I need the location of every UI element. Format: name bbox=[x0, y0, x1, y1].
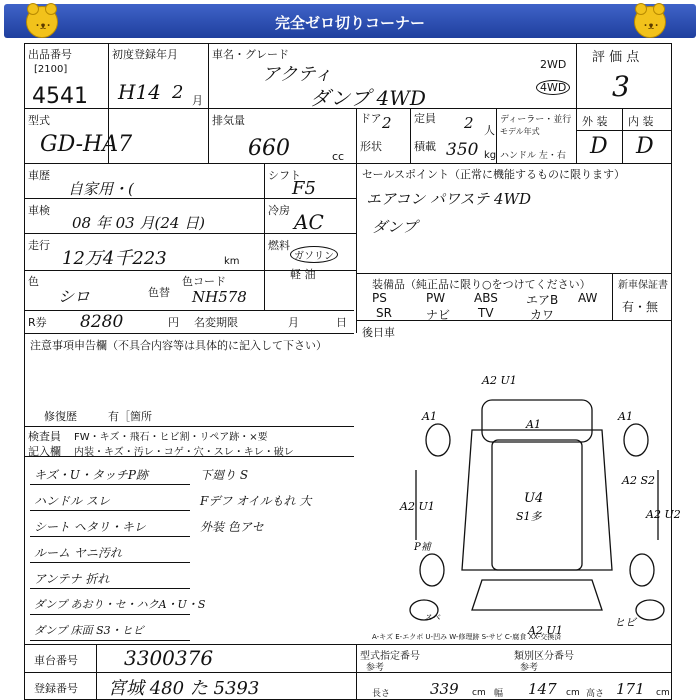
ac-value: AC bbox=[294, 210, 324, 234]
ext-label: 外 装 bbox=[582, 115, 608, 128]
score-label: 評 価 点 bbox=[592, 50, 640, 65]
chassis-label: 車台番号 bbox=[34, 654, 78, 667]
cm-unit: cm bbox=[656, 688, 670, 698]
fuel-diesel: 軽 油 bbox=[290, 268, 316, 281]
shift-value: F5 bbox=[292, 178, 316, 199]
equip-ps: PS bbox=[372, 291, 387, 305]
remark-line: ダンプ あおり・セ・ハクA・U・S bbox=[34, 598, 206, 611]
type-label: 型式指定番号 bbox=[360, 651, 420, 662]
door-label: ドア bbox=[360, 112, 382, 125]
damage-legend: A-キズ E-エクボ U-凹み W-修理跡 S-サビ C-腐食 XX-交換済 bbox=[372, 633, 562, 641]
fuel-label: 燃料 bbox=[268, 239, 290, 252]
mark-label: A1 bbox=[526, 418, 541, 431]
equip-sr: SR bbox=[376, 306, 392, 320]
mark-label: A2 U1 bbox=[400, 500, 435, 513]
cc-unit: cc bbox=[332, 150, 345, 163]
model-year-label: モデル年式 bbox=[500, 127, 540, 136]
inspector-label2: 記入欄 bbox=[28, 445, 61, 458]
int-label: 内 装 bbox=[628, 115, 654, 128]
reg-month-unit: 月 bbox=[192, 94, 203, 107]
cc-label: 排気量 bbox=[212, 114, 245, 127]
equip-abs: ABS bbox=[474, 291, 498, 305]
width-label: 幅 bbox=[494, 689, 504, 699]
lot-label: 出品番号 bbox=[28, 48, 72, 61]
color-value: シロ bbox=[58, 287, 91, 306]
warranty-value: 有・無 bbox=[622, 300, 659, 314]
mileage-label: 走行 bbox=[28, 239, 50, 252]
remark-line: ルーム ヤニ汚れ bbox=[34, 546, 122, 560]
remark-line: 下廻り S bbox=[200, 468, 249, 482]
width-value: 147 bbox=[528, 680, 557, 698]
mileage-value: 12万4千223 bbox=[62, 248, 167, 269]
height-value: 171 bbox=[616, 680, 645, 698]
mark-label: A2 S2 bbox=[622, 474, 655, 487]
load-unit: kg bbox=[484, 150, 497, 161]
hist-label: 車歴 bbox=[28, 169, 50, 182]
mark-label: U4 bbox=[524, 491, 544, 506]
code-value: NH578 bbox=[192, 288, 247, 306]
sales-label: セールスポイント（正常に機能するものに限ります） bbox=[362, 168, 626, 181]
mark-label: A2 U1 bbox=[528, 624, 563, 637]
change-label: 名変期限 bbox=[194, 316, 238, 329]
notes-label: 注意事項申告欄（不具合内容等は具体的に記入して下さい） bbox=[30, 339, 327, 352]
ref-label: 参考 bbox=[520, 663, 539, 673]
height-label: 高さ bbox=[586, 689, 605, 699]
repair-value: 有［箇所 bbox=[108, 410, 152, 423]
month-unit: 月 bbox=[288, 316, 299, 329]
grade: ダンプ 4WD bbox=[310, 86, 426, 110]
length-label: 長さ bbox=[372, 689, 391, 699]
handle-label: ハンドル 左・右 bbox=[500, 151, 566, 161]
cm-unit: cm bbox=[472, 688, 486, 698]
remark-line: アンテナ 折れ bbox=[34, 572, 110, 586]
equip-aw: AW bbox=[578, 291, 598, 305]
mark-label: A2 U1 bbox=[482, 374, 517, 387]
r-unit: 円 bbox=[168, 316, 179, 329]
hist-value: 自家用・( bbox=[68, 180, 134, 198]
mark-label: S1多 bbox=[516, 510, 542, 523]
color-label: 色 bbox=[28, 275, 39, 288]
lot-number: 4541 bbox=[32, 84, 88, 109]
shape-label: 形状 bbox=[360, 140, 382, 153]
chassis-value: 3300376 bbox=[124, 646, 214, 670]
equip-pw: PW bbox=[426, 291, 446, 305]
remark-line: ダンプ 床面 S3・ヒビ bbox=[34, 624, 144, 637]
score: 3 bbox=[612, 70, 630, 103]
mark-label: A2 U2 bbox=[646, 508, 681, 521]
reg-label: 初度登録年月 bbox=[112, 48, 178, 61]
mark-label: ヒビ bbox=[614, 616, 636, 629]
mark-label: P補 bbox=[414, 542, 431, 553]
capacity: 2 bbox=[464, 114, 474, 132]
load: 350 bbox=[446, 140, 479, 160]
doors: 2 bbox=[382, 114, 392, 132]
equip-navi: ナビ bbox=[426, 308, 451, 322]
equip-leather: カワ bbox=[530, 308, 555, 322]
sales-line1: エアコン パワステ 4WD bbox=[366, 190, 532, 208]
mascot-left-icon: ･ᴥ･ bbox=[26, 6, 58, 38]
remark-line: キズ・U・タッチP跡 bbox=[34, 468, 148, 482]
equip-tv: TV bbox=[478, 306, 494, 320]
damage-diagram bbox=[396, 370, 681, 640]
capacity-label: 定員 bbox=[414, 112, 436, 125]
mark-label: スベ bbox=[424, 613, 440, 622]
remark-line: 外装 色アセ bbox=[200, 520, 264, 534]
drive-4wd: 4WD bbox=[536, 80, 570, 95]
insp-label: 車検 bbox=[28, 204, 50, 217]
mileage-unit: km bbox=[224, 256, 240, 267]
mascot-right-icon: ･ᴥ･ bbox=[634, 6, 666, 38]
mark-label: A1 bbox=[422, 410, 437, 423]
plate-label: 登録番号 bbox=[34, 682, 78, 695]
equipment-label: 装備品（純正品に限り○をつけてください） bbox=[372, 278, 591, 291]
banner-title: 完全ゼロ切りコーナー bbox=[274, 14, 425, 32]
warranty-label: 新車保証書 bbox=[618, 280, 668, 291]
repair-label: 修復歴 bbox=[44, 410, 77, 423]
inspector-row2: 内装・キズ・汚レ・コゲ・穴・スレ・キレ・破レ bbox=[74, 447, 294, 458]
cc: 660 bbox=[248, 136, 290, 161]
capacity-unit: 人 bbox=[484, 124, 495, 137]
equip-airbag: エアB bbox=[526, 293, 559, 307]
remark-line: ハンドル スレ bbox=[34, 494, 110, 508]
ext-grade: D bbox=[590, 134, 608, 159]
fuel-gasoline: ガソリン bbox=[290, 246, 338, 263]
reg-era: H14 bbox=[118, 80, 161, 104]
paint-label: 色替 bbox=[148, 286, 170, 299]
car-name: アクティ bbox=[262, 64, 333, 85]
inspector-label1: 検査員 bbox=[28, 430, 61, 443]
model: GD-HA7 bbox=[40, 132, 133, 157]
lot-sub: [2100] bbox=[34, 64, 68, 75]
ref-label: 参考 bbox=[366, 663, 385, 673]
inspector-row1: FW・キズ・飛石・ヒビ割・リペア跡・×要 bbox=[74, 432, 268, 443]
ac-label: 冷房 bbox=[268, 204, 290, 217]
sales-line2: ダンプ bbox=[372, 218, 418, 236]
shift-label: シフト bbox=[268, 169, 301, 182]
insp-value: 08 年 03 月(24 日) bbox=[72, 214, 206, 232]
model-label: 型式 bbox=[28, 114, 50, 127]
cm-unit: cm bbox=[566, 688, 580, 698]
length-value: 339 bbox=[430, 680, 459, 698]
int-grade: D bbox=[636, 134, 654, 159]
class-label: 類別区分番号 bbox=[514, 651, 574, 662]
day-unit: 日 bbox=[336, 316, 347, 329]
reg-month: 2 bbox=[172, 82, 184, 103]
dealer-label: ディーラー・並行 bbox=[500, 115, 572, 125]
after-label: 後日車 bbox=[362, 326, 395, 339]
mark-label: A1 bbox=[618, 410, 633, 423]
plate-value: 宮城 480 た 5393 bbox=[108, 678, 260, 699]
car-label: 車名・グレード bbox=[212, 48, 289, 61]
r-value: 8280 bbox=[80, 312, 124, 332]
code-label: 色コード bbox=[182, 275, 226, 288]
remark-line: Fデフ オイルもれ 大 bbox=[200, 494, 312, 508]
load-label: 積載 bbox=[414, 140, 436, 153]
remark-line: シート ヘタリ・キレ bbox=[34, 520, 146, 534]
drive-2wd: 2WD bbox=[540, 58, 567, 71]
r-label: R券 bbox=[28, 316, 47, 329]
